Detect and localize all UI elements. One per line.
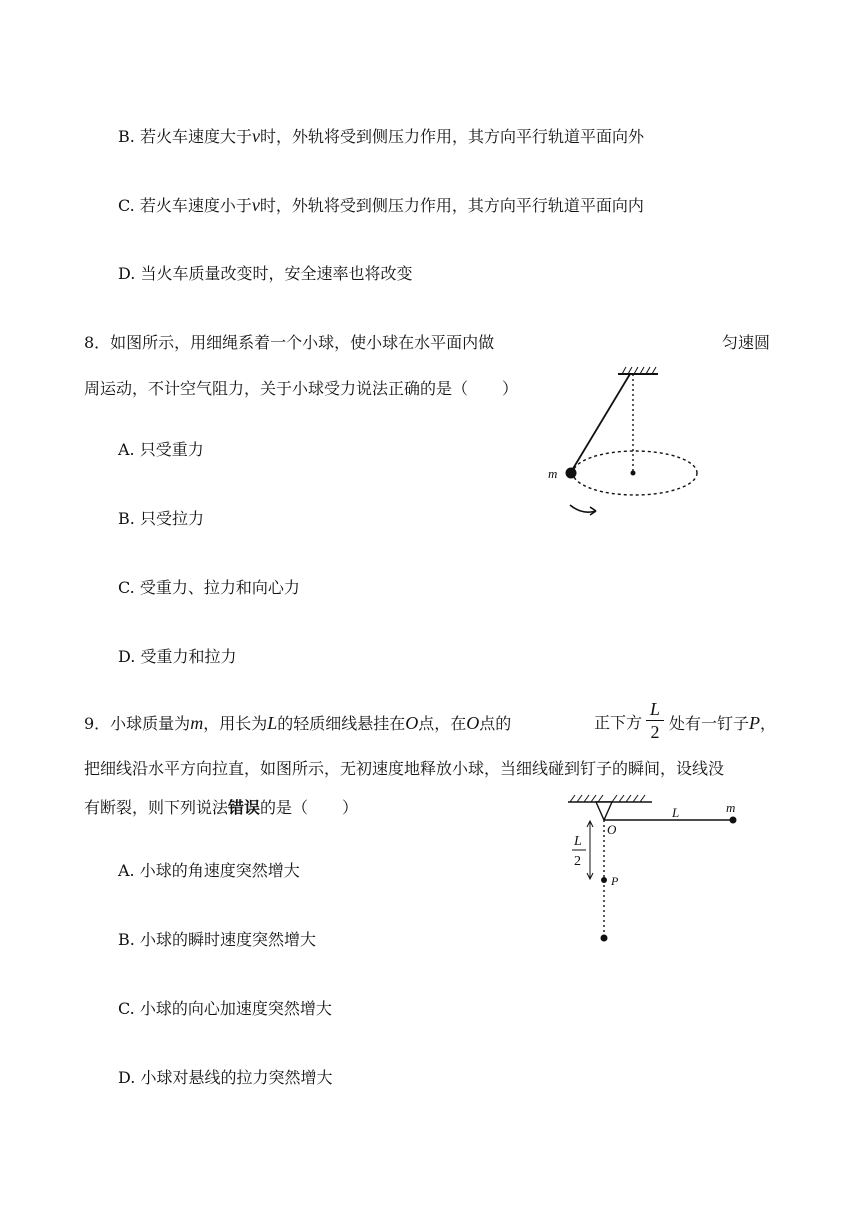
q9-option-a: A. 小球的角速度突然增大 (118, 861, 300, 880)
q9-fig-frac-num: L (574, 834, 582, 849)
q7-option-b: B. 若火车速度大于v时，外轨将受到侧压力作用，其方向平行轨道平面向外 (118, 126, 644, 146)
q9-option-c: C. 小球的向心加速度突然增大 (118, 999, 332, 1018)
q9-stem-line1-end: 处有一钉子P， (669, 713, 777, 733)
q9-option-b: B. 小球的瞬时速度突然增大 (118, 930, 316, 949)
q9-pendulum-nail-figure (560, 790, 760, 950)
q8-option-b: B. 只受拉力 (118, 509, 204, 528)
q8-mass-label: m (548, 466, 558, 481)
q9-fig-label-p: P (611, 874, 619, 888)
q9-fig-label-m: m (726, 800, 736, 815)
q8-stem-line1-tail: 匀速圆 (722, 333, 771, 352)
q9-stem-line2: 把细线沿水平方向拉直，如图所示，无初速度地释放小球，当细线碰到钉子的瞬间，设线没 (84, 759, 725, 778)
q8-conical-pendulum-figure (540, 360, 710, 525)
q9-fig-label-o: O (607, 822, 617, 837)
q8-stem-line2: 周运动，不计空气阻力，关于小球受力说法正确的是（ ） (84, 379, 519, 398)
q8-option-d: D. 受重力和拉力 (118, 647, 237, 666)
q9-stem-line3: 有断裂，则下列说法错误的是（ ） (84, 798, 359, 817)
q8-stem-line1: 8．如图所示，用细绳系着一个小球，使小球在水平面内做 (84, 333, 495, 352)
q9-fraction-l-over-2: L 2 (646, 700, 664, 741)
q8-option-a: A. 只受重力 (118, 440, 204, 459)
q8-option-c: C. 受重力、拉力和向心力 (118, 578, 300, 597)
q9-stem-line1-right: 正下方 (594, 713, 643, 732)
q9-option-d: D. 小球对悬线的拉力突然增大 (118, 1068, 333, 1087)
q7-option-c: C. 若火车速度小于v时，外轨将受到侧压力作用，其方向平行轨道平面向内 (118, 195, 644, 215)
q9-stem-line1: 9．小球质量为m，用长为L的轻质细线悬挂在O点，在O点的 (84, 713, 512, 733)
q9-fig-frac-den: 2 (574, 854, 581, 869)
q7-option-d: D. 当火车质量改变时，安全速率也将改变 (118, 264, 413, 283)
q9-fig-label-l: L (672, 805, 680, 820)
